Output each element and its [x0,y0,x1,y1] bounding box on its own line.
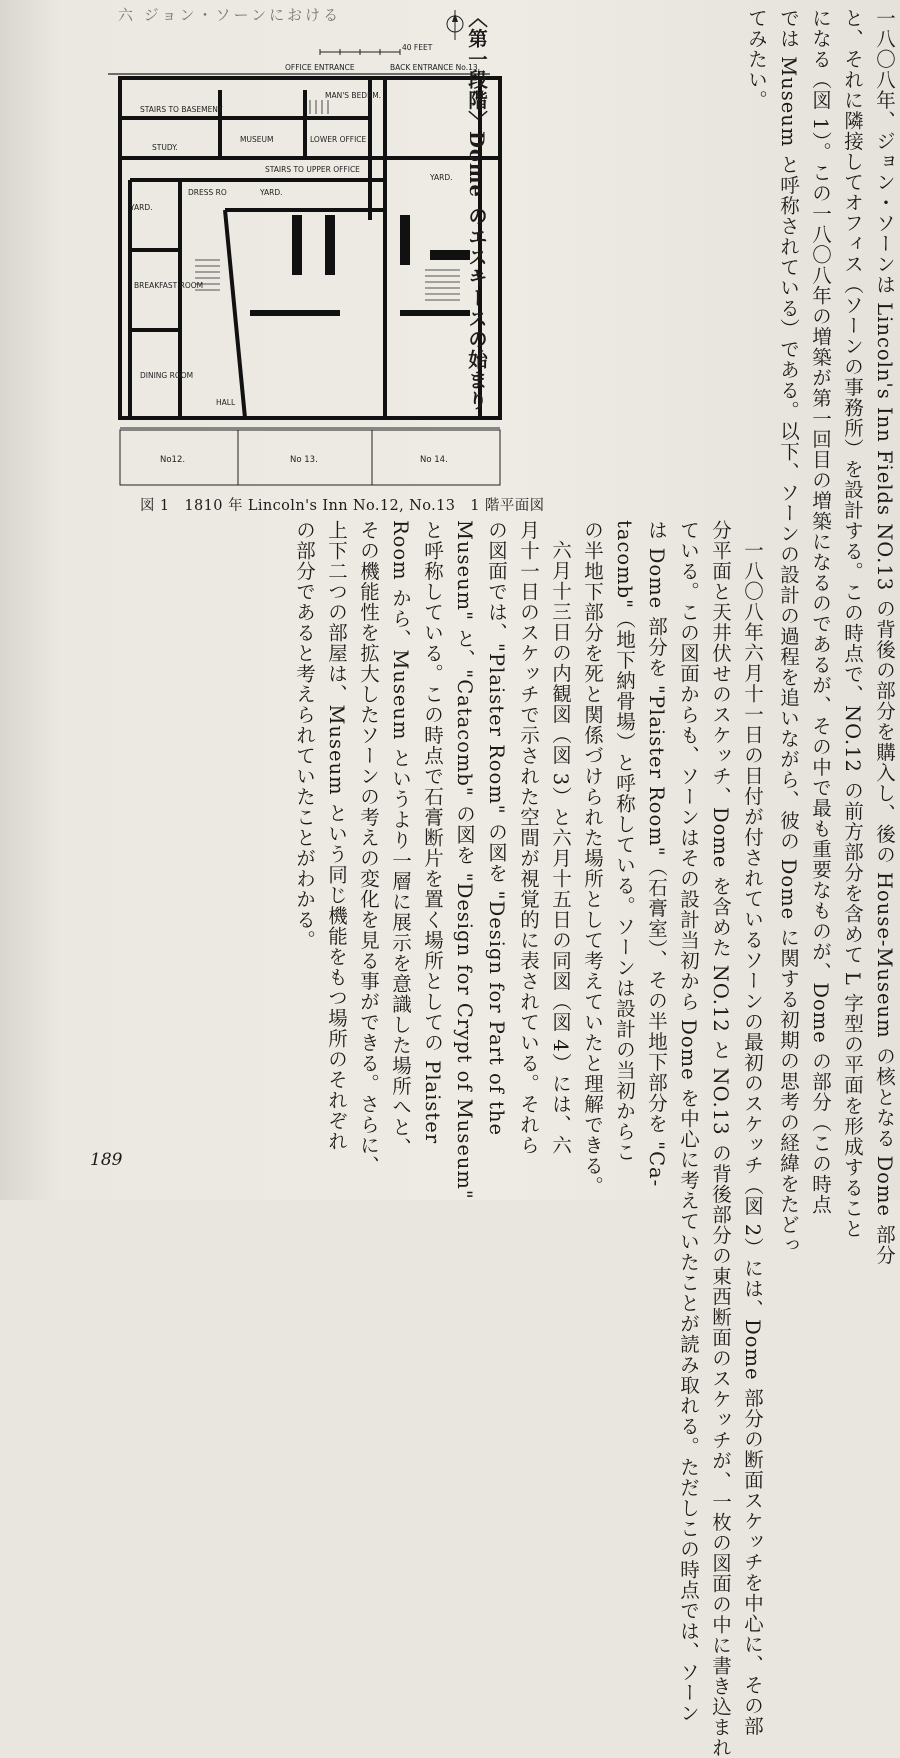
label-no12: No12. [160,455,186,465]
text-line: 一八〇八年、ジョン・ソーンは Lincoln's Inn Fields NO.13 の背後の部分を購入し、後の House-Museum の核となる Dome 部分 [873,8,896,1266]
text-line: tacomb"（地下納骨場）と呼称している。ソーンは設計の当初からこ [613,520,636,1163]
text-line: の部分であると考えられていたことがわかる。 [293,520,316,951]
text-line: Room から、Museum というより一層に展示を意識した場所へと、 [389,520,412,1158]
label-stairs-basement: STAIRS TO BASEMENT [140,105,223,114]
text-line: 分平面と天井伏せのスケッチ、Dome を含めた NO.12 と NO.13 の背後部分の東西断面のスケッチが、一枚の図面の中に書き込まれ [709,520,732,1758]
label-lower-office: LOWER OFFICE [310,135,367,144]
text-line: てみたい。 [745,8,768,111]
page-number: 189 [90,1150,123,1170]
text-line: ている。この図面からも、ソーンはその設計当初から Dome を中心に考えていたことが読み取れる。ただしこの時点では、ソーン [677,520,700,1724]
label-mans-bedroom: MAN'S BEDRM. [325,91,382,100]
scale-label: 40 FEET [402,43,433,52]
label-office-entrance: OFFICE ENTRANCE [285,63,355,72]
label-stairs-upper: STAIRS TO UPPER OFFICE [265,165,360,174]
label-back-entrance: BACK ENTRANCE No.13. [390,63,480,72]
text-line: では Museum と呼称されている）である。以下、ソーンの設計の過程を追いながら、彼の Dome に関する初期の思考の経緯をたどっ [777,8,800,1256]
text-line: 六月十三日の内観図（図 3）と六月十五日の同図（図 4）には、六 [549,539,572,1155]
text-line: 月十一日のスケッチで示された空間が視覚的に表されている。それら [517,520,540,1156]
text-line: 上下二つの部屋は、Museum という同じ機能をもつ場所のそれぞれ [325,520,348,1152]
label-yard-right: YARD. [430,173,453,182]
label-no14: No 14. [420,455,448,465]
text-line: は Dome 部分を "Plaister Room"（石膏室）、その半地下部分を "Ca- [645,520,668,1188]
scale-bar [320,43,433,55]
section-heading: 〈第一段階〉Dome のエスキースの始まり [465,8,488,411]
text-line: Museum" と、"Catacomb" の図を "Design for Crypt of Museum" [453,520,476,1200]
text-line: と呼称している。この時点で石膏断片を置く場所としての Plaister [421,520,444,1145]
text-line: と、それに隣接してオフィス（ソーンの事務所）を設計する。この時点で、NO.12 の前方部分を含めて L 字型の平面を形成すること [841,8,864,1239]
text-line: その機能性を拡大したソーンの考えの変化を見る事ができる。さらに、 [357,520,380,1176]
running-head: 六 ジョン・ソーンにおける [118,6,342,24]
label-yard-center: YARD. [260,188,283,197]
text-line: になる（図 1）。この一八〇八年の増築が第一回目の増築になるのであるが、その中で最も重要なものが、Dome の部分（この時点 [809,8,832,1215]
text-line: 一八〇八年六月十一日の日付が付されているソーンの最初のスケッチ（図 2）には、Dome 部分の断面スケッチを中心に、その部 [741,539,764,1736]
text-line: の半地下部分を死と関係づけられた場所として考えていたと理解できる。 [581,520,604,1197]
section-heading-column [452,8,492,568]
label-dining-room: DINING ROOM [140,371,194,380]
label-yard-left: YARD. [130,203,153,212]
label-no13: No 13. [290,455,318,465]
label-museum: MUSEUM [240,135,274,144]
label-study: STUDY. [152,143,178,152]
label-hall: HALL [216,398,236,407]
label-dressing-room: DRESS RO [188,188,227,197]
label-breakfast-room: BREAKFAST ROOM [134,281,204,290]
figure-caption: 図 1 1810 年 Lincoln's Inn No.12, No.13 1 階平面図 [140,498,545,514]
text-line: の図面では、"Plaister Room" の図を "Design for Part of the [485,520,508,1137]
